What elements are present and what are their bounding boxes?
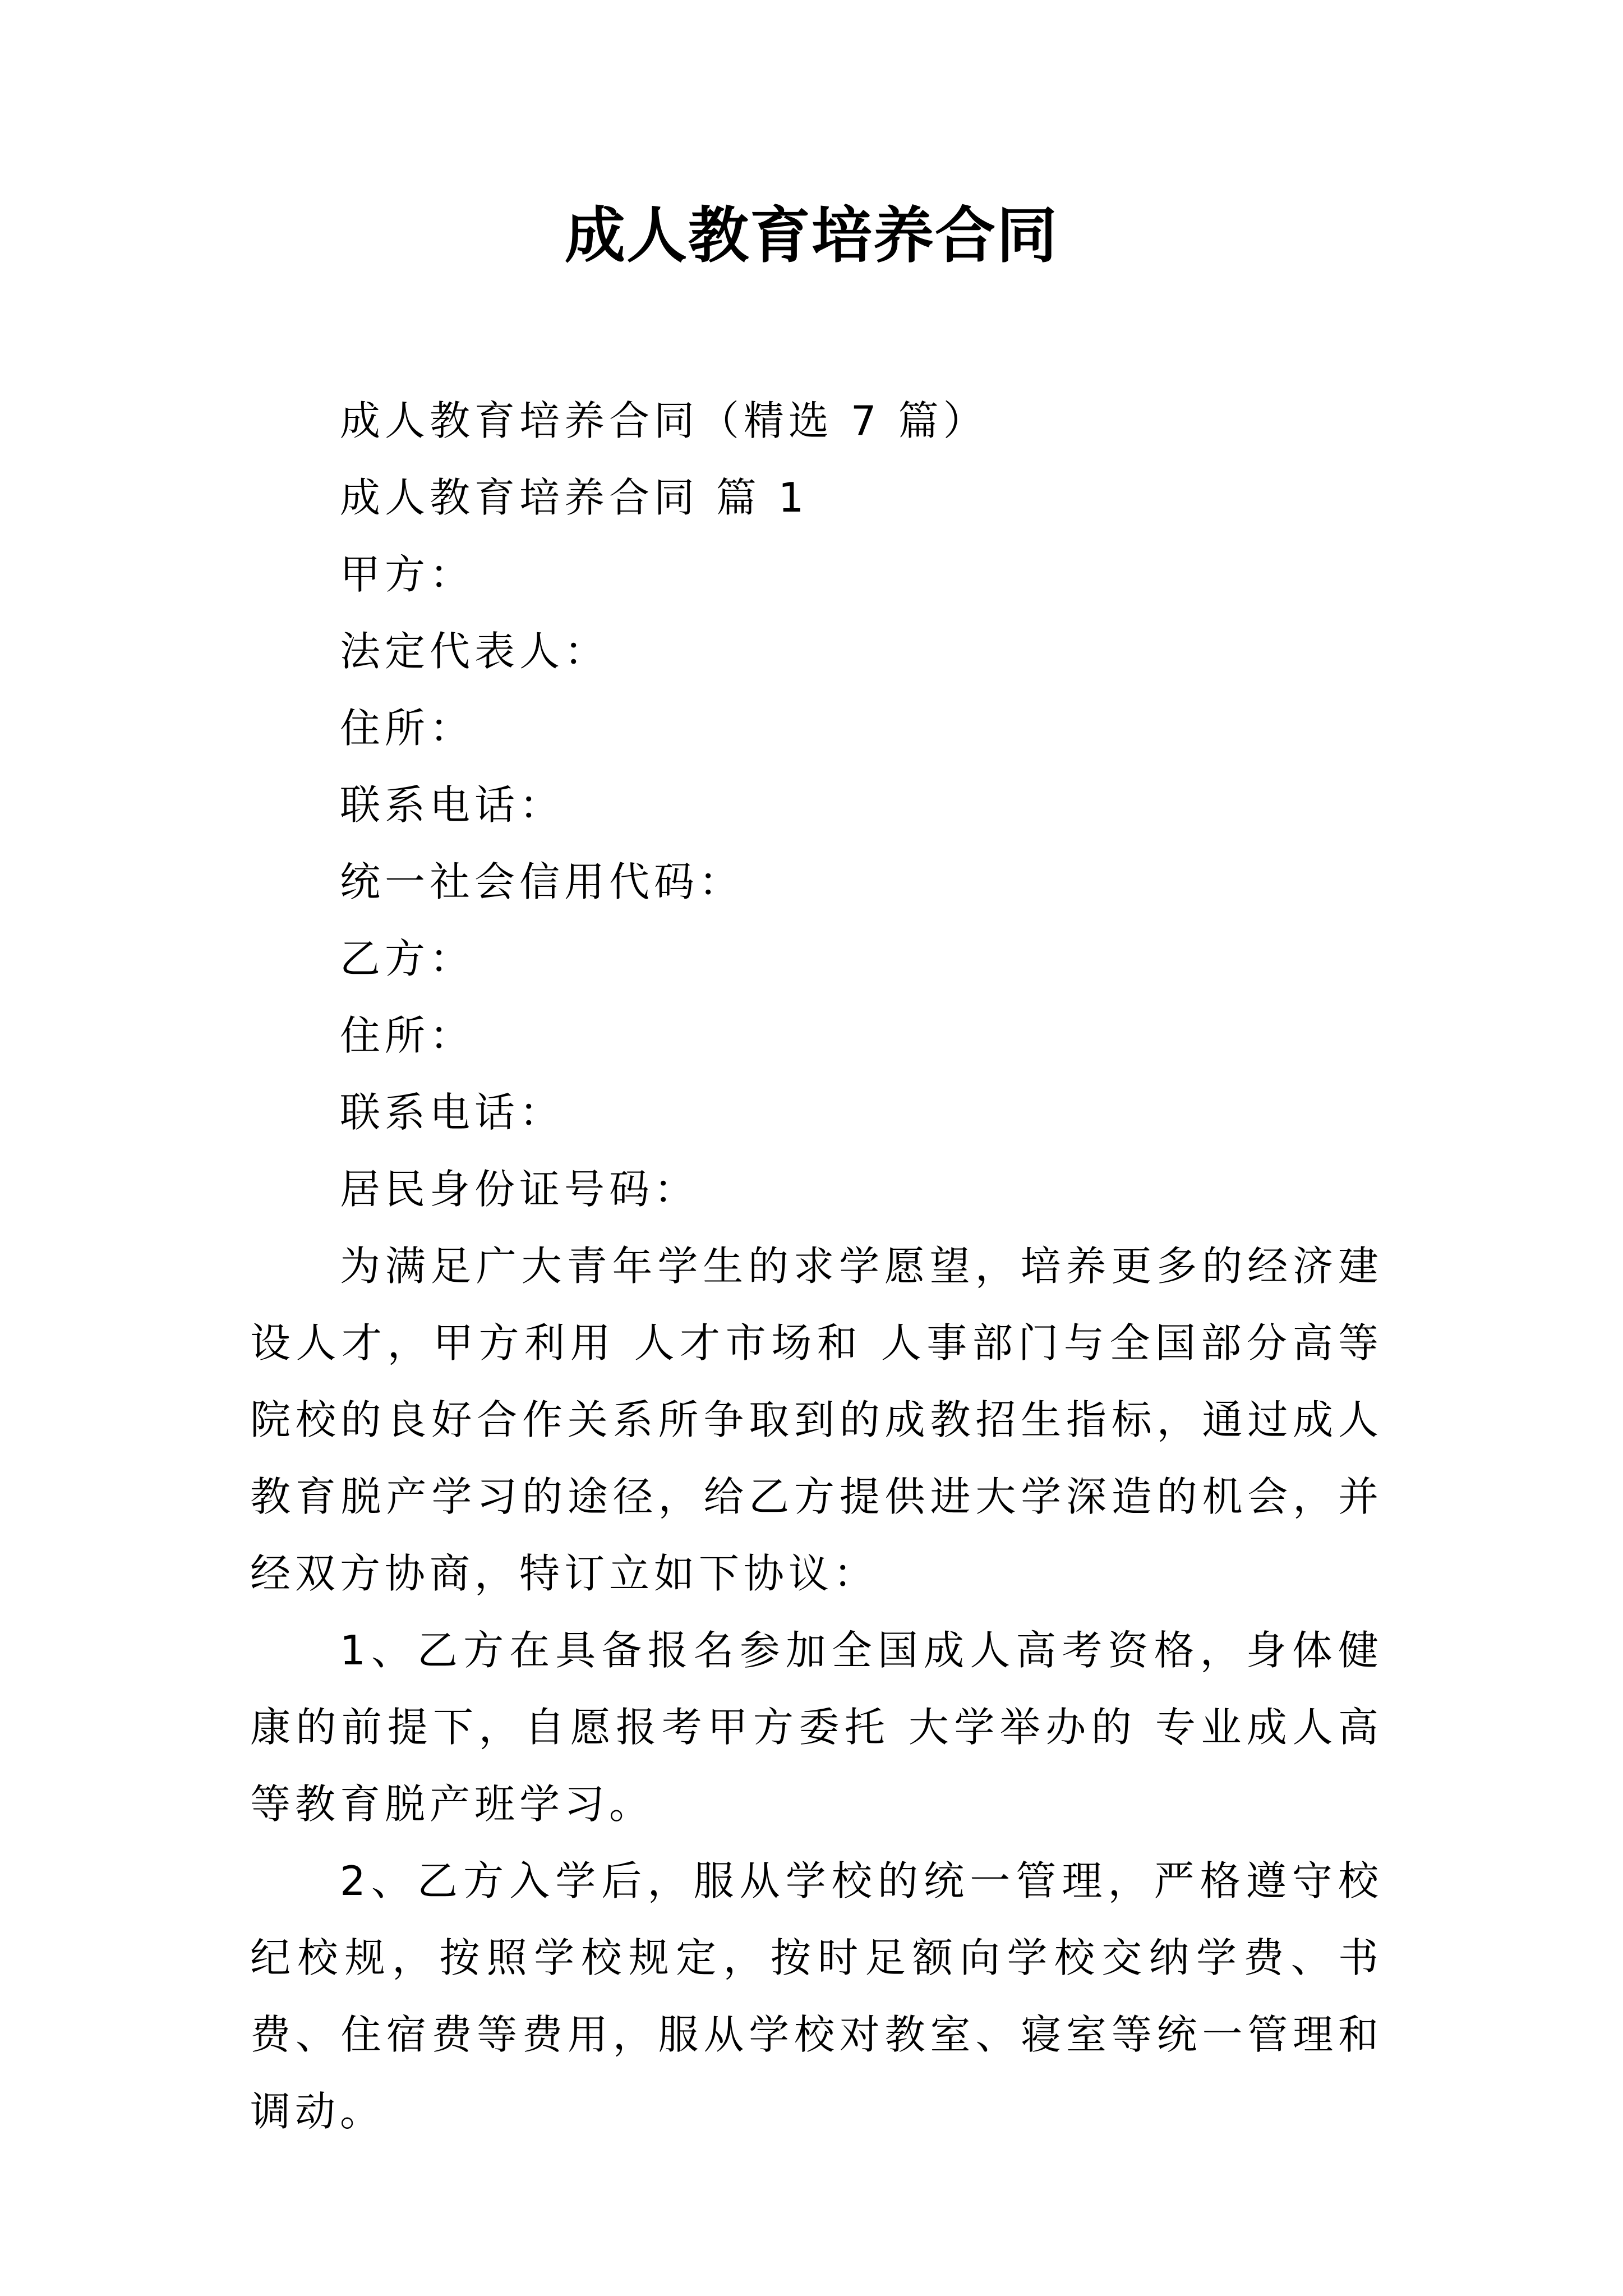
paragraph-clause-2: 2、乙方入学后，服从学校的统一管理，严格遵守校纪校规，按照学校规定，按时足额向学校交纳学费、书费、住宿费等费用，服从学校对教室、寝室等统一管理和调动。 (250, 1857, 1383, 2135)
paragraph-intro: 为满足广大青年学生的求学愿望，培养更多的经济建设人才，甲方利用 人才市场和 人事部门与全国部分高等院校的良好合作关系所争取到的成教招生指标，通过成人教育脱产学习的途径，给乙方提供进大学深造的机会，并经双方协商，特订立如下协议： (250, 1243, 1383, 1597)
party-a-phone: 联系电话： (340, 781, 565, 829)
party-a-credit-code: 统一社会信用代码： (340, 858, 744, 905)
party-a-legal-rep: 法定代表人： (340, 628, 610, 675)
party-a-address: 住所： (340, 705, 475, 752)
party-b-address: 住所： (340, 1012, 475, 1059)
paragraph-clause-1: 1、乙方在具备报名参加全国成人高考资格，身体健康的前提下，自愿报考甲方委托 大学举办的 专业成人高等教育脱产班学习。 (250, 1627, 1383, 1828)
section-heading: 成人教育培养合同 篇 1 (340, 474, 809, 521)
party-b-id-number: 居民身份证号码： (340, 1166, 699, 1213)
party-b-phone: 联系电话： (340, 1089, 565, 1136)
document-subtitle: 成人教育培养合同（精选 7 篇） (340, 397, 988, 444)
document-body (250, 383, 1383, 2150)
document-title: 成人教育培养合同 (564, 200, 1058, 271)
party-b-label: 乙方： (340, 935, 475, 982)
party-a-label: 甲方： (340, 551, 475, 598)
